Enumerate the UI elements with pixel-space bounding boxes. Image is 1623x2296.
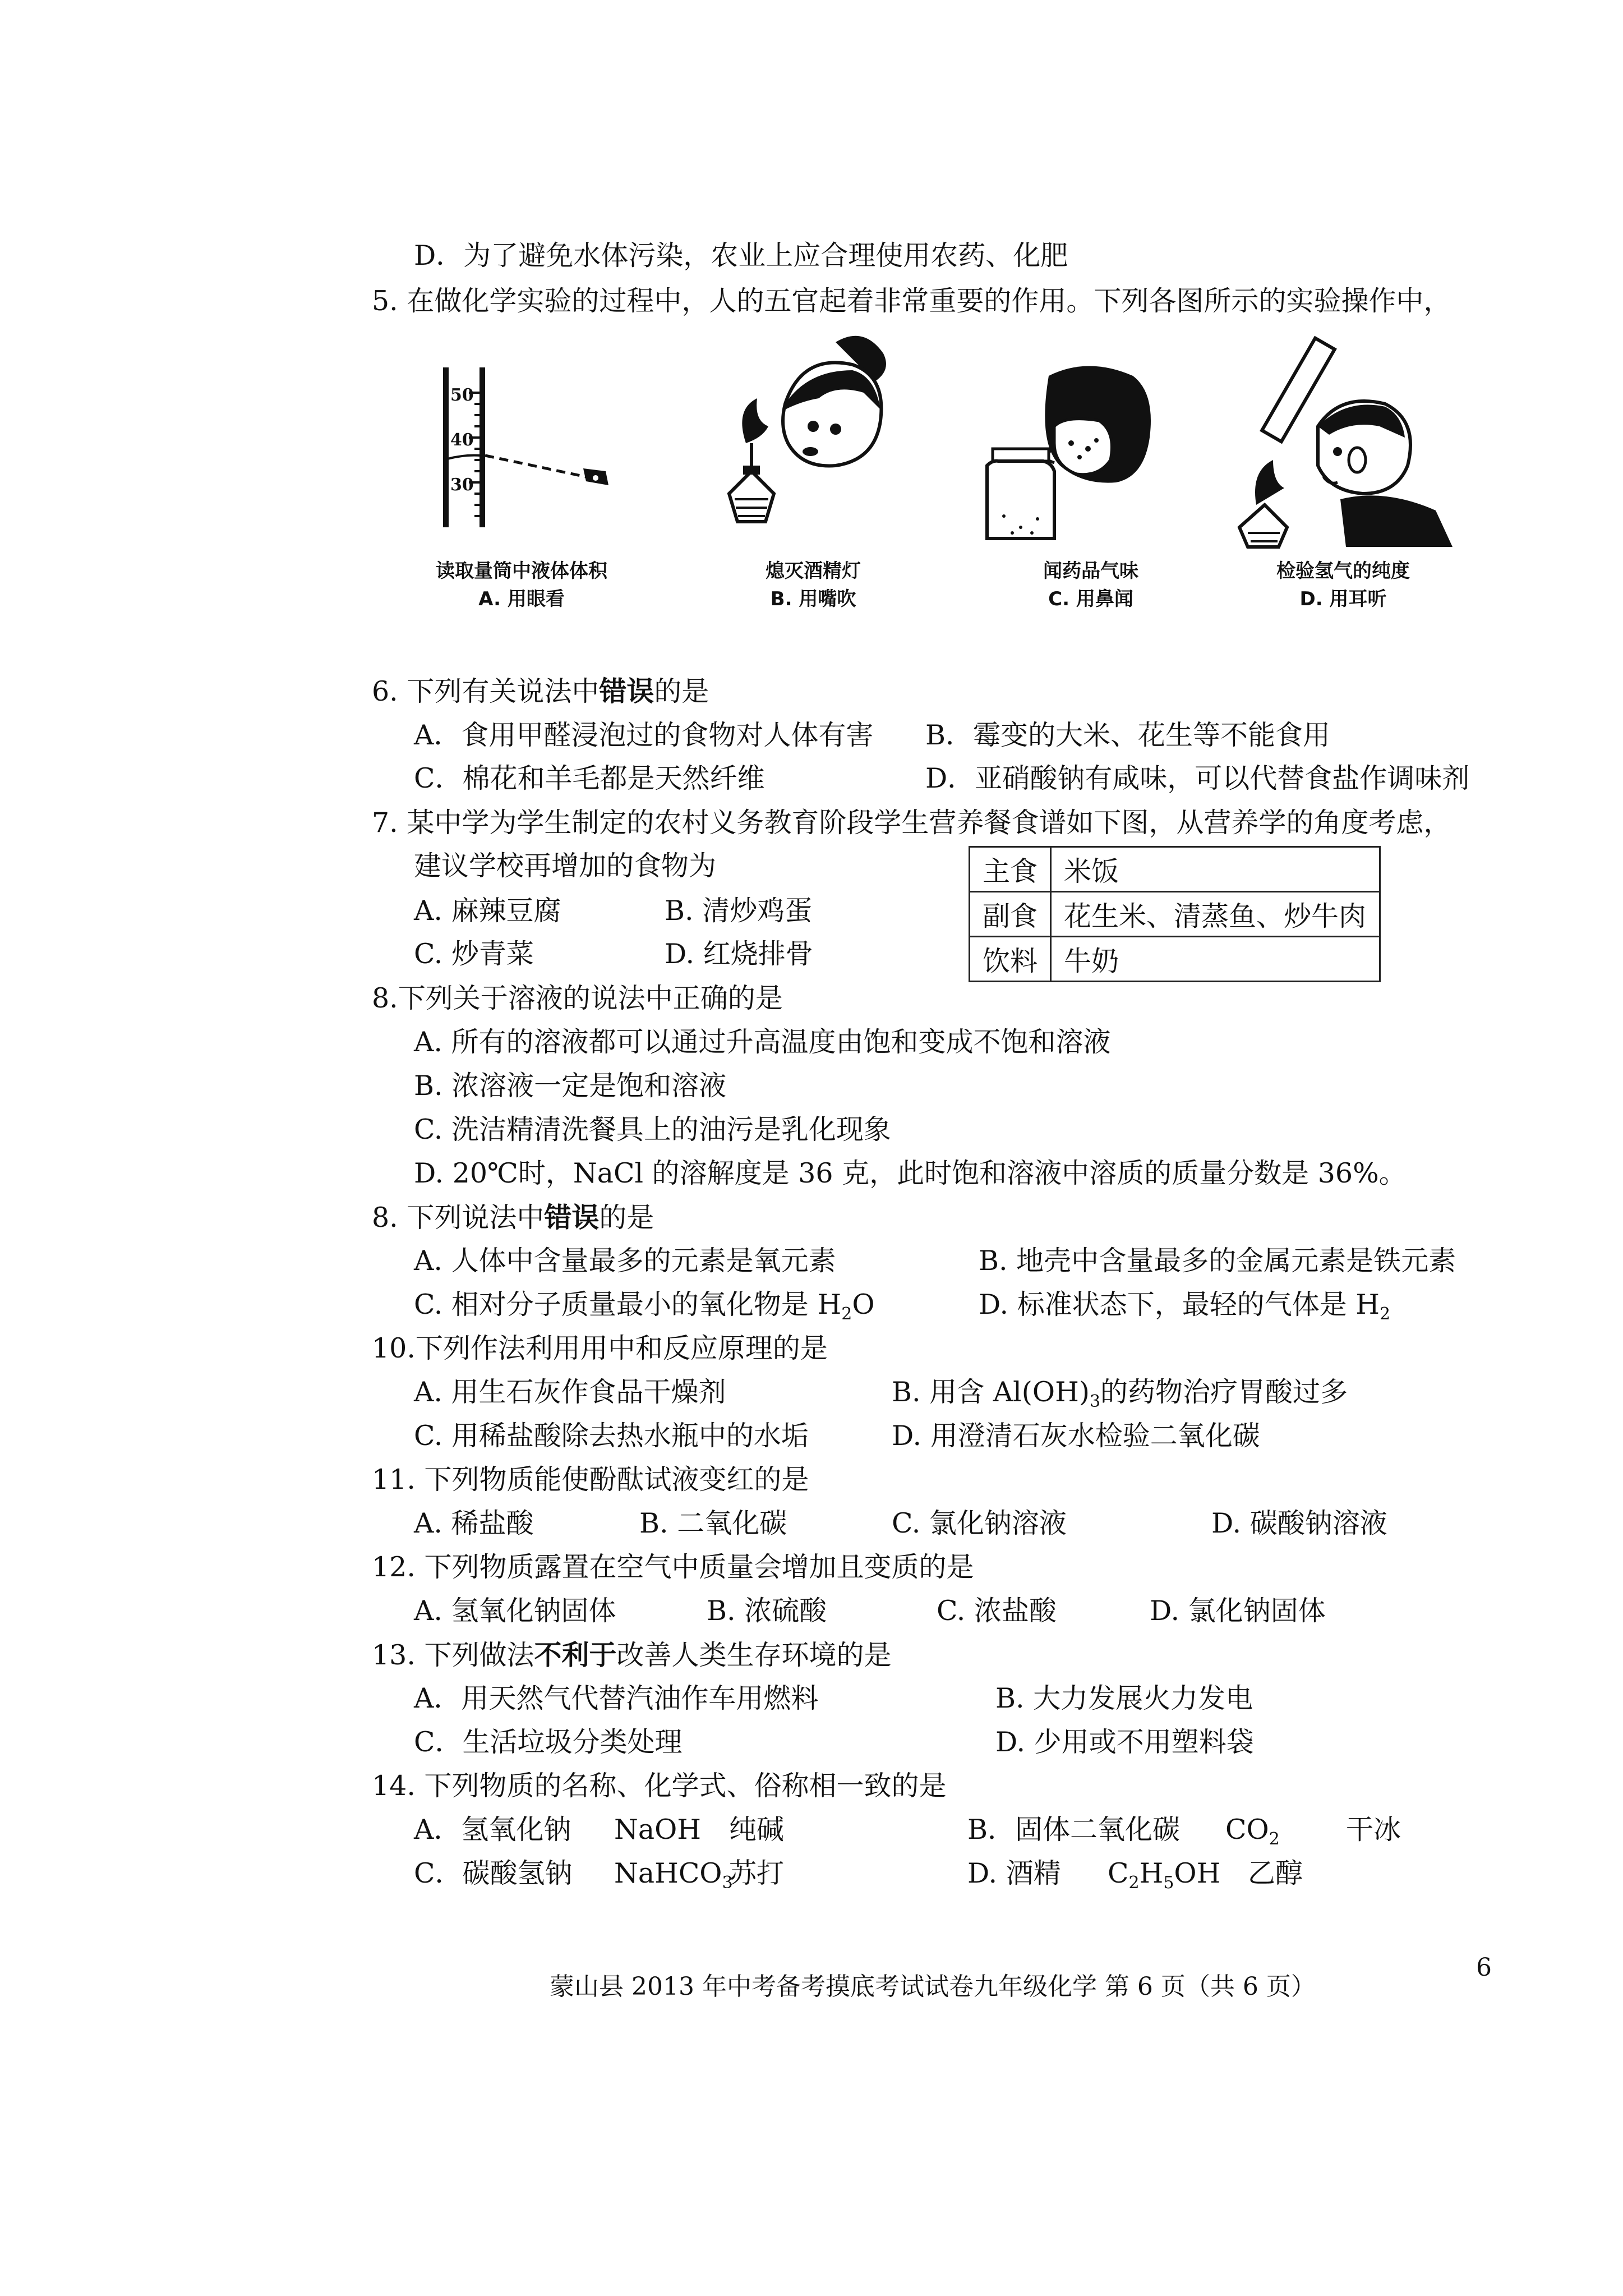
menu-key: 副食 — [970, 892, 1051, 937]
q14-option-d-name: D. 酒精 — [967, 1857, 1061, 1889]
q14-option-d-formula: $C_2H_5OH$ — [1108, 1857, 1221, 1893]
q12-option-a: A. 氢氧化钠固体 — [414, 1595, 616, 1627]
menu-value: 花生米、清蒸鱼、炒牛肉 — [1051, 892, 1380, 937]
q7-stem-line1: 7. 某中学为学生制定的农村义务教育阶段学生营养餐食谱如下图，从营养学的角度考虑， — [372, 807, 1451, 839]
test-tube-hydrogen-ear-icon — [1217, 325, 1464, 550]
fig-d-caption: 检验氢气的纯度 — [1276, 560, 1410, 582]
menu-table — [969, 846, 1381, 982]
q14-option-a-formula: NaOH — [614, 1814, 701, 1846]
q6-option-d: D．亚硝酸钠有咸味，可以代替食盐作调味剂 — [925, 762, 1470, 794]
q14-option-c-common: 苏打 — [729, 1857, 785, 1889]
q6-stem: 6. 下列有关说法中错误的是 — [372, 675, 709, 707]
menu-row — [970, 937, 1380, 982]
scale-mark-50: 50 — [450, 385, 474, 405]
q12-option-d: D. 氯化钠固体 — [1150, 1595, 1326, 1627]
q13-option-a: A．用天然气代替汽油作车用燃料 — [414, 1682, 819, 1714]
q9-option-a: A. 人体中含量最多的元素是氧元素 — [414, 1245, 836, 1277]
q10-stem: 10.下列作法利用用中和反应原理的是 — [372, 1332, 828, 1364]
q14-option-c-formula: NaHCO$_3$ — [614, 1857, 733, 1893]
fig-d-option: D. 用耳听 — [1299, 588, 1387, 610]
q6-option-b: B．霉变的大米、花生等不能食用 — [925, 719, 1331, 751]
q6-option-c: C．棉花和羊毛都是天然纤维 — [414, 762, 765, 794]
q13-option-b: B. 大力发展火力发电 — [995, 1682, 1253, 1714]
blow-out-alcohol-lamp-icon — [695, 331, 942, 550]
q14-option-a-common: 纯碱 — [729, 1814, 785, 1846]
menu-key: 饮料 — [970, 937, 1051, 982]
page-number: 6 — [1476, 1953, 1492, 1982]
q9-stem: 8. 下列说法中错误的是 — [372, 1201, 654, 1234]
q14-option-d-common: 乙醇 — [1248, 1857, 1303, 1889]
q11-option-b: B. 二氧化碳 — [639, 1507, 787, 1539]
q10-option-b: B. 用含 $Al(OH)_3$的药物治疗胃酸过多 — [892, 1376, 1348, 1411]
q8-option-a: A. 所有的溶液都可以通过升高温度由饱和变成不饱和溶液 — [414, 1026, 1111, 1058]
q14-stem: 14. 下列物质的名称、化学式、俗称相一致的是 — [372, 1770, 947, 1802]
q6-option-a: A．食用甲醛浸泡过的食物对人体有害 — [414, 719, 874, 751]
q12-stem: 12. 下列物质露置在空气中质量会增加且变质的是 — [372, 1551, 974, 1583]
scale-mark-30: 30 — [450, 475, 474, 495]
page-footer: 蒙山县 2013 年中考备考摸底考试试卷九年级化学 第 6 页（共 6 页） — [550, 1972, 1316, 2001]
fig-a-caption: 读取量筒中液体体积 — [436, 560, 607, 582]
scale-mark-40: 40 — [450, 430, 474, 450]
fig-a-option: A. 用眼看 — [478, 588, 565, 610]
q11-option-d: D. 碳酸钠溶液 — [1211, 1507, 1387, 1539]
q10-option-a: A. 用生石灰作食品干燥剂 — [414, 1376, 726, 1408]
q8-option-c: C. 洗洁精清洗餐具上的油污是乳化现象 — [414, 1114, 891, 1145]
q14-option-b-common: 干冰 — [1346, 1814, 1401, 1846]
q8-option-b: B. 浓溶液一定是饱和溶液 — [414, 1070, 727, 1102]
fig-c-caption: 闻药品气味 — [1043, 560, 1138, 582]
q10-option-d: D. 用澄清石灰水检验二氧化碳 — [892, 1420, 1260, 1452]
q14-option-b-name: B．固体二氧化碳 — [967, 1814, 1181, 1846]
fig-b-caption: 熄灭酒精灯 — [766, 560, 861, 582]
q9-option-d: D. 标准状态下，最轻的气体是 $H_2$ — [979, 1289, 1391, 1324]
fig-c-option: C. 用鼻闻 — [1048, 588, 1133, 610]
menu-value: 米饭 — [1051, 847, 1380, 892]
q7-option-b: B. 清炒鸡蛋 — [665, 895, 813, 927]
q14-option-c-name: C．碳酸氢钠 — [414, 1857, 573, 1889]
graduated-cylinder-eye-icon — [415, 359, 639, 544]
q13-stem: 13. 下列做法不利于改善人类生存环境的是 — [372, 1639, 892, 1671]
q9-option-b: B. 地壳中含量最多的金属元素是铁元素 — [979, 1245, 1456, 1277]
prev-option-d: D．为了避免水体污染，农业上应合理使用农药、化肥 — [414, 240, 1068, 272]
menu-key: 主食 — [970, 847, 1051, 892]
q8-option-d: D. 20℃时，NaCl 的溶解度是 36 克，此时饱和溶液中溶质的质量分数是 36%。 — [414, 1157, 1407, 1189]
q7-option-c: C. 炒青菜 — [414, 938, 534, 970]
fig-b-option: B. 用嘴吹 — [770, 588, 856, 610]
q12-option-b: B. 浓硫酸 — [707, 1595, 827, 1627]
q10-option-c: C. 用稀盐酸除去热水瓶中的水垢 — [414, 1420, 809, 1452]
q7-option-a: A. 麻辣豆腐 — [414, 895, 561, 927]
q11-option-c: C. 氯化钠溶液 — [892, 1507, 1067, 1539]
smell-reagent-bottle-icon — [970, 359, 1189, 544]
q8-stem: 8.下列关于溶液的说法中正确的是 — [372, 982, 783, 1014]
q7-stem-line2: 建议学校再增加的食物为 — [414, 850, 717, 882]
q9-option-c: C. 相对分子质量最小的氧化物是 $H_2O$ — [414, 1289, 875, 1324]
q5-stem: 5. 在做化学实验的过程中，人的五官起着非常重要的作用。下列各图所示的实验操作中， — [372, 285, 1451, 317]
q13-option-d: D. 少用或不用塑料袋 — [995, 1726, 1254, 1758]
menu-row — [970, 847, 1380, 892]
menu-value: 牛奶 — [1051, 937, 1380, 982]
q11-option-a: A. 稀盐酸 — [414, 1507, 534, 1539]
q7-option-d: D. 红烧排骨 — [665, 938, 813, 970]
q14-option-a-name: A．氢氧化钠 — [414, 1814, 571, 1846]
q13-option-c: C．生活垃圾分类处理 — [414, 1726, 683, 1758]
q12-option-c: C. 浓盐酸 — [937, 1595, 1057, 1627]
q14-option-b-formula: $CO_2$ — [1225, 1814, 1280, 1849]
q11-stem: 11. 下列物质能使酚酞试液变红的是 — [372, 1464, 809, 1496]
menu-row — [970, 892, 1380, 937]
